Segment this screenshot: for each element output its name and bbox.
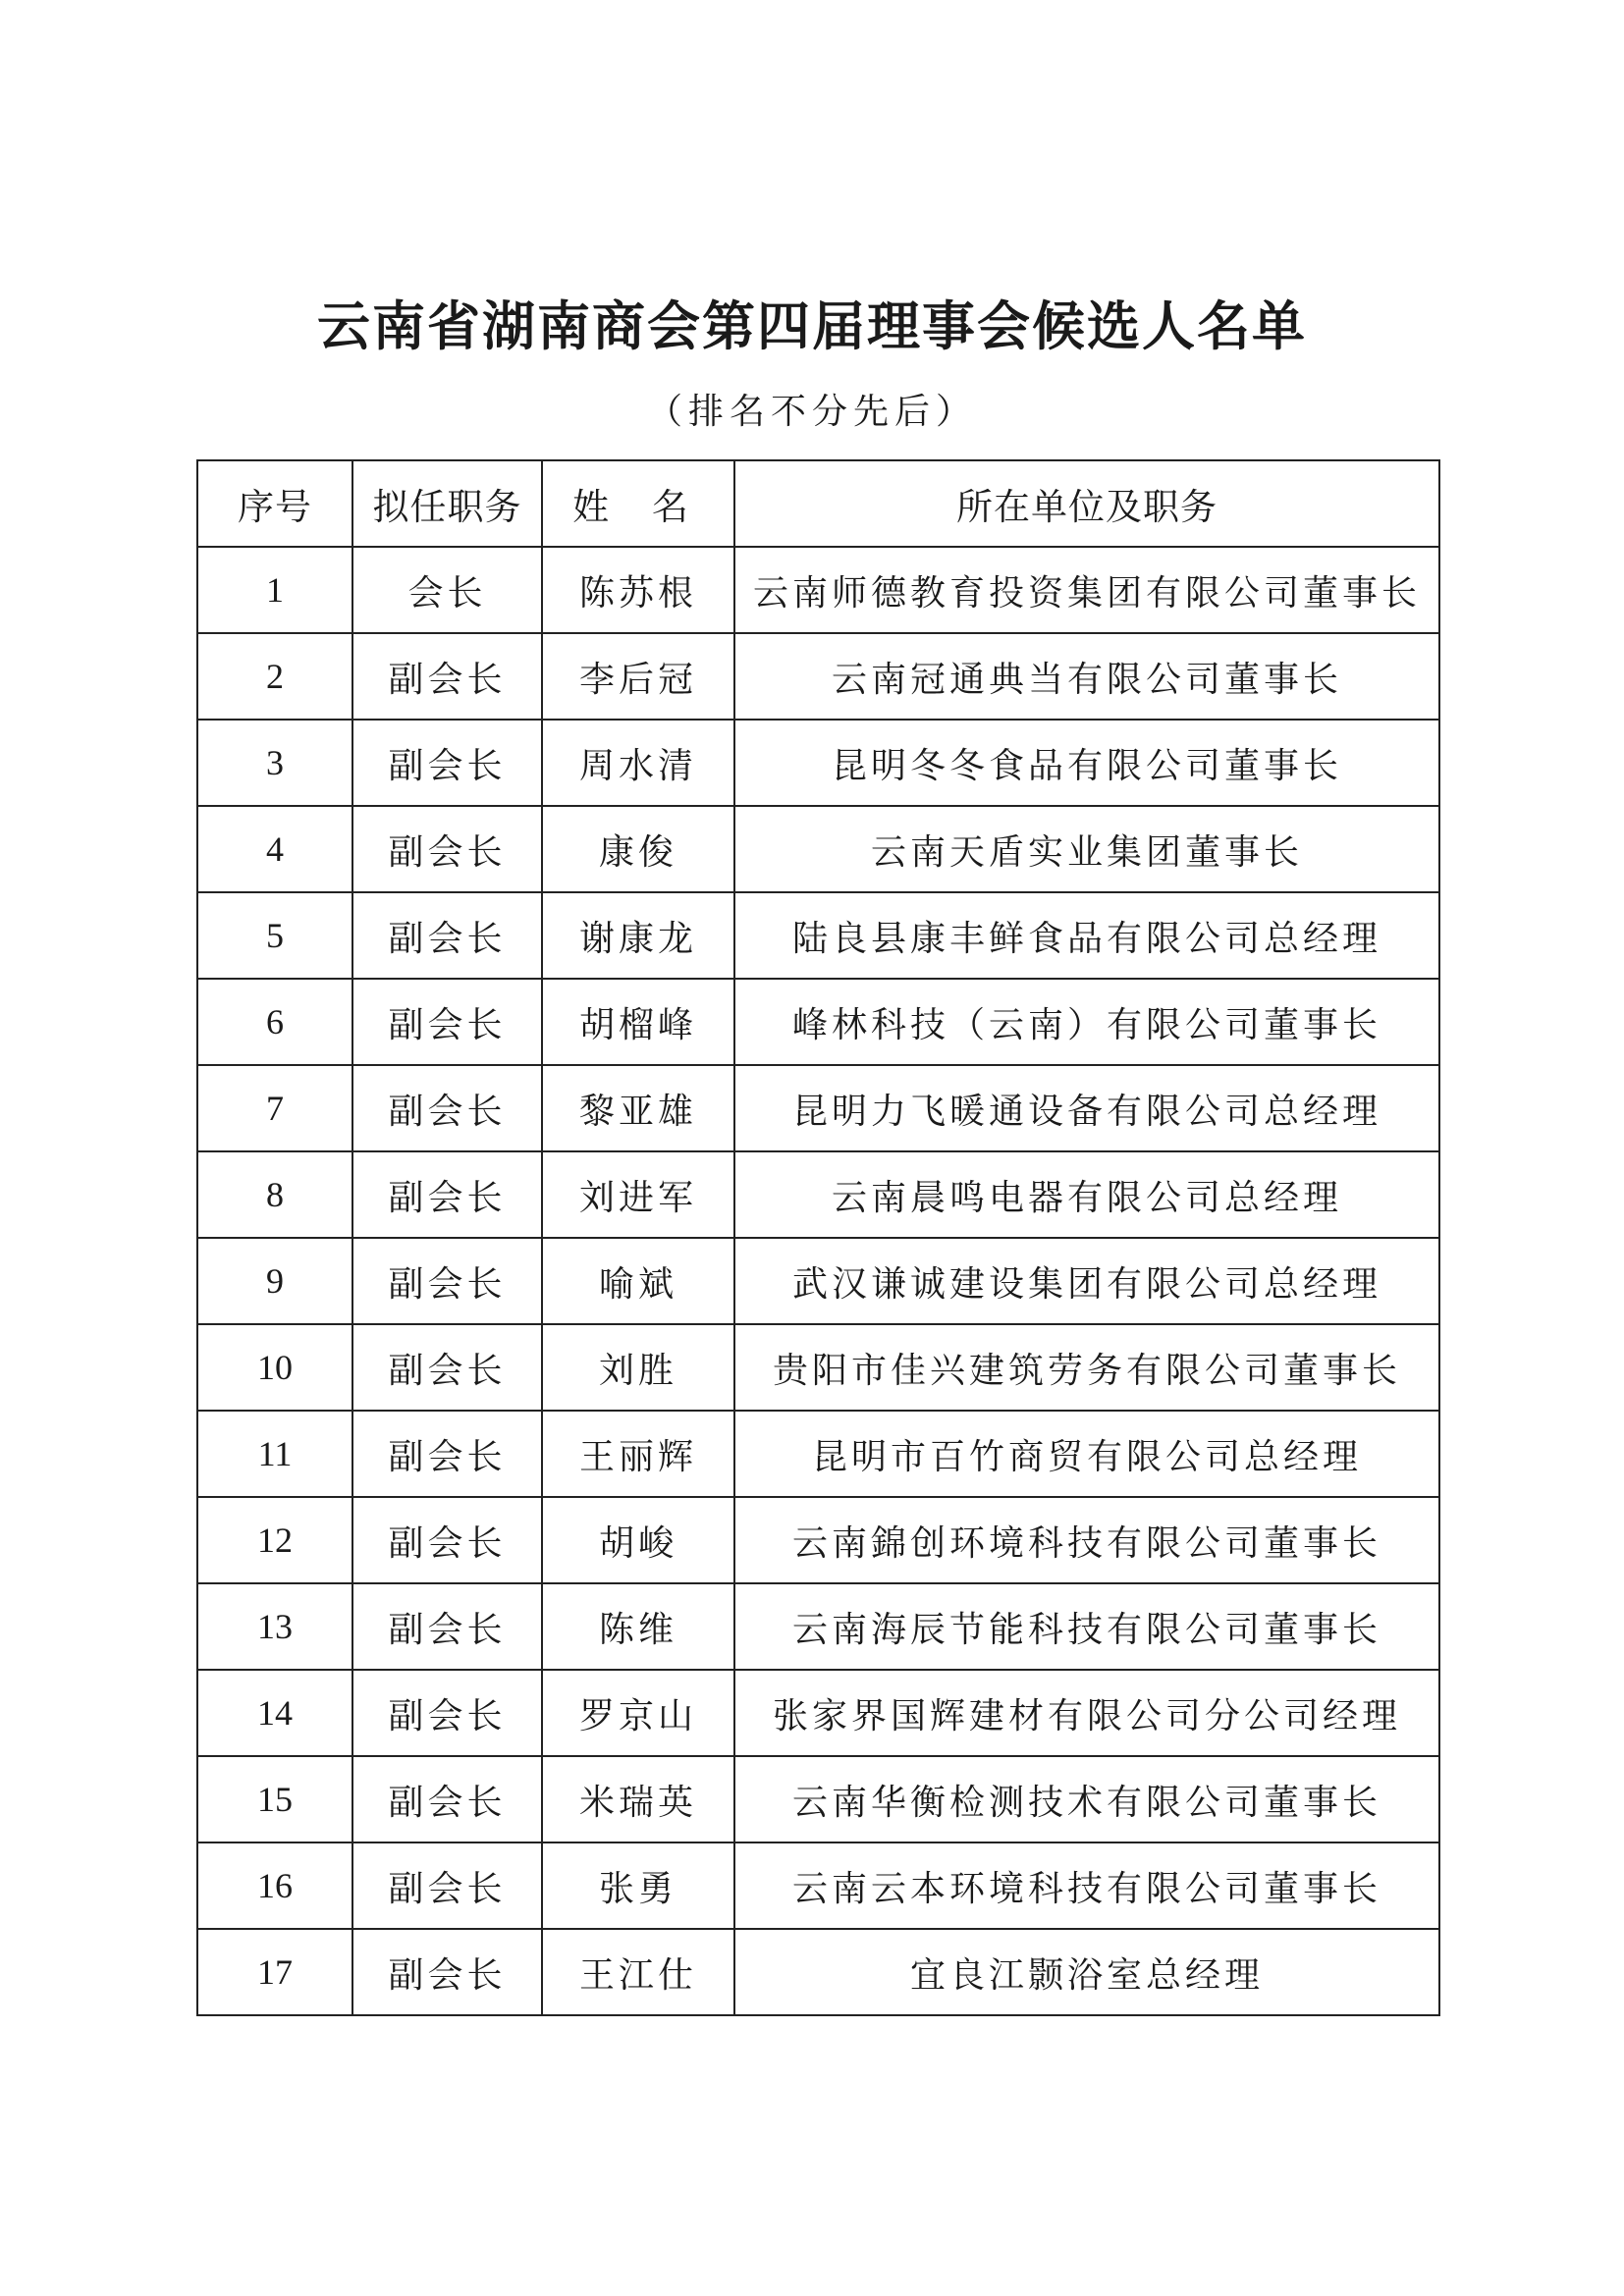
cell-organization: 昆明力飞暖通设备有限公司总经理: [734, 1065, 1439, 1151]
cell-name: 谢康龙: [542, 892, 734, 979]
cell-organization: 贵阳市佳兴建筑劳务有限公司董事长: [734, 1324, 1439, 1411]
cell-position: 副会长: [352, 1065, 542, 1151]
cell-position: 副会长: [352, 720, 542, 806]
cell-position: 副会长: [352, 892, 542, 979]
table-row: [197, 1670, 1439, 1756]
cell-name: 康俊: [542, 806, 734, 892]
cell-organization: 云南海辰节能科技有限公司董事长: [734, 1583, 1439, 1670]
cell-index: 12: [197, 1497, 352, 1583]
cell-index: 15: [197, 1756, 352, 1842]
cell-organization: 云南晨鸣电器有限公司总经理: [734, 1151, 1439, 1238]
table-body: [197, 547, 1439, 2015]
cell-position: 副会长: [352, 633, 542, 720]
cell-organization: 云南云本环境科技有限公司董事长: [734, 1842, 1439, 1929]
cell-position: 副会长: [352, 1583, 542, 1670]
cell-index: 7: [197, 1065, 352, 1151]
table-row: [197, 1324, 1439, 1411]
table-header-row: [197, 460, 1439, 547]
cell-position: 副会长: [352, 1238, 542, 1324]
cell-index: 10: [197, 1324, 352, 1411]
cell-name: 陈苏根: [542, 547, 734, 633]
cell-position: 副会长: [352, 1756, 542, 1842]
cell-name: 刘进军: [542, 1151, 734, 1238]
table-row: [197, 1065, 1439, 1151]
header-position: 拟任职务: [352, 460, 542, 547]
cell-index: 3: [197, 720, 352, 806]
header-organization: 所在单位及职务: [734, 460, 1439, 547]
cell-organization: 宜良江颢浴室总经理: [734, 1929, 1439, 2015]
cell-position: 副会长: [352, 1324, 542, 1411]
cell-position: 副会长: [352, 1842, 542, 1929]
cell-index: 6: [197, 979, 352, 1065]
cell-position: 副会长: [352, 806, 542, 892]
candidate-table: [196, 459, 1440, 2016]
cell-index: 13: [197, 1583, 352, 1670]
cell-name: 胡榴峰: [542, 979, 734, 1065]
cell-organization: 云南冠通典当有限公司董事长: [734, 633, 1439, 720]
cell-name: 刘胜: [542, 1324, 734, 1411]
cell-organization: 武汉谦诚建设集团有限公司总经理: [734, 1238, 1439, 1324]
cell-index: 14: [197, 1670, 352, 1756]
cell-organization: 昆明冬冬食品有限公司董事长: [734, 720, 1439, 806]
table-row: [197, 1583, 1439, 1670]
table-row: [197, 892, 1439, 979]
cell-index: 8: [197, 1151, 352, 1238]
cell-index: 2: [197, 633, 352, 720]
cell-index: 9: [197, 1238, 352, 1324]
table-row: [197, 1842, 1439, 1929]
cell-index: 1: [197, 547, 352, 633]
cell-organization: 峰林科技（云南）有限公司董事长: [734, 979, 1439, 1065]
cell-name: 周水清: [542, 720, 734, 806]
cell-position: 副会长: [352, 979, 542, 1065]
cell-name: 黎亚雄: [542, 1065, 734, 1151]
table-row: [197, 1756, 1439, 1842]
cell-index: 17: [197, 1929, 352, 2015]
cell-organization: 云南錦创环境科技有限公司董事长: [734, 1497, 1439, 1583]
cell-name: 张勇: [542, 1842, 734, 1929]
cell-name: 罗京山: [542, 1670, 734, 1756]
table-row: [197, 1411, 1439, 1497]
cell-organization: 云南华衡检测技术有限公司董事长: [734, 1756, 1439, 1842]
cell-name: 李后冠: [542, 633, 734, 720]
cell-name: 喻斌: [542, 1238, 734, 1324]
table-row: [197, 547, 1439, 633]
cell-name: 王丽辉: [542, 1411, 734, 1497]
cell-index: 11: [197, 1411, 352, 1497]
table-row: [197, 1929, 1439, 2015]
cell-name: 胡峻: [542, 1497, 734, 1583]
table-row: [197, 979, 1439, 1065]
cell-position: 副会长: [352, 1670, 542, 1756]
cell-organization: 陆良县康丰鲜食品有限公司总经理: [734, 892, 1439, 979]
cell-organization: 张家界国辉建材有限公司分公司经理: [734, 1670, 1439, 1756]
cell-position: 副会长: [352, 1497, 542, 1583]
cell-organization: 昆明市百竹商贸有限公司总经理: [734, 1411, 1439, 1497]
cell-name: 王江仕: [542, 1929, 734, 2015]
document-subtitle: （排名不分先后）: [646, 392, 977, 432]
document-title: 云南省湖南商会第四届理事会候选人名单: [317, 294, 1307, 357]
cell-position: 副会长: [352, 1151, 542, 1238]
cell-index: 16: [197, 1842, 352, 1929]
header-name: 姓 名: [542, 460, 734, 547]
header-index: 序号: [197, 460, 352, 547]
cell-index: 5: [197, 892, 352, 979]
cell-name: 陈维: [542, 1583, 734, 1670]
table-row: [197, 806, 1439, 892]
table-row: [197, 1238, 1439, 1324]
table-row: [197, 1497, 1439, 1583]
cell-index: 4: [197, 806, 352, 892]
cell-position: 会长: [352, 547, 542, 633]
cell-position: 副会长: [352, 1411, 542, 1497]
cell-name: 米瑞英: [542, 1756, 734, 1842]
table-row: [197, 1151, 1439, 1238]
table-row: [197, 633, 1439, 720]
cell-position: 副会长: [352, 1929, 542, 2015]
table-row: [197, 720, 1439, 806]
cell-organization: 云南师德教育投资集团有限公司董事长: [734, 547, 1439, 633]
cell-organization: 云南天盾实业集团董事长: [734, 806, 1439, 892]
